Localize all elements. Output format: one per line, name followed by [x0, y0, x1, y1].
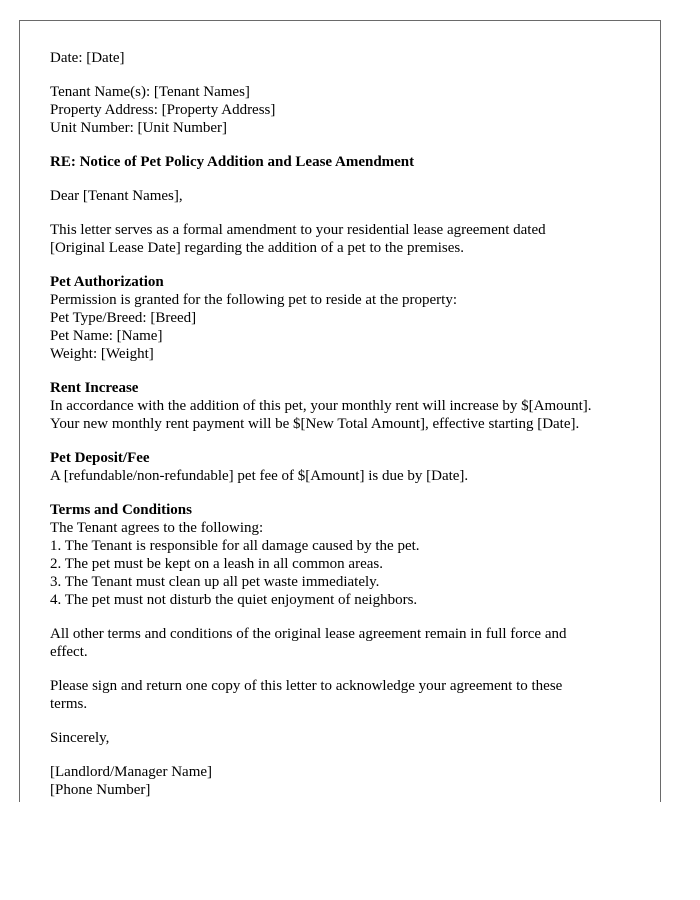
- pet-deposit-heading: Pet Deposit/Fee: [50, 450, 150, 466]
- tenant-names-line: Tenant Name(s): [Tenant Names]: [50, 84, 250, 100]
- intro-line-1: This letter serves as a formal amendment to your residential lease agreement dated: [50, 222, 546, 238]
- salutation: Dear [Tenant Names],: [50, 188, 183, 204]
- subject-line: RE: Notice of Pet Policy Addition and Lease Amendment: [50, 154, 415, 170]
- pet-name-line: Pet Name: [Name]: [50, 328, 163, 344]
- salutation-block: [50, 187, 640, 205]
- unit-number-line: Unit Number: [Unit Number]: [50, 120, 228, 136]
- terms-heading: Terms and Conditions: [50, 502, 192, 518]
- terms-item: 3. The Tenant must clean up all pet waste immediately.: [50, 574, 380, 590]
- signature-block: [50, 763, 640, 799]
- rent-increase-heading: Rent Increase: [50, 380, 139, 396]
- date-line: Date: [Date]: [50, 50, 125, 66]
- pet-authorization-heading: Pet Authorization: [50, 274, 164, 290]
- rent-increase-line-2: Your new monthly rent payment will be $[New Total Amount], effective starting [Date].: [50, 416, 580, 432]
- signature-name: [Landlord/Manager Name]: [50, 764, 213, 780]
- pet-authorization-section: [50, 273, 640, 363]
- terms-item: 1. The Tenant is responsible for all damage caused by the pet.: [50, 538, 420, 554]
- sign-return-paragraph: [50, 677, 640, 713]
- signature-phone: [Phone Number]: [50, 782, 151, 798]
- date-block: [50, 49, 640, 67]
- sign-return-line-2: terms.: [50, 696, 88, 712]
- tenant-info-block: [50, 83, 640, 137]
- sign-return-line-1: Please sign and return one copy of this letter to acknowledge your agreement to these: [50, 678, 563, 694]
- pet-deposit-line: A [refundable/non-refundable] pet fee of $[Amount] is due by [Date].: [50, 468, 469, 484]
- terms-item: 2. The pet must be kept on a leash in all common areas.: [50, 556, 383, 572]
- other-terms-line-1: All other terms and conditions of the original lease agreement remain in full force and: [50, 626, 567, 642]
- intro-paragraph: [50, 221, 640, 257]
- other-terms-paragraph: [50, 625, 640, 661]
- letter-page: [19, 20, 661, 802]
- pet-authorization-line: Permission is granted for the following pet to reside at the property:: [50, 292, 457, 308]
- letter-body: [50, 49, 640, 802]
- closing-block: [50, 729, 640, 747]
- rent-increase-line-1: In accordance with the addition of this pet, your monthly rent will increase by $[Amount].: [50, 398, 592, 414]
- terms-section: [50, 501, 640, 609]
- other-terms-line-2: effect.: [50, 644, 88, 660]
- subject-block: [50, 153, 640, 171]
- terms-item: 4. The pet must not disturb the quiet enjoyment of neighbors.: [50, 592, 418, 608]
- property-address-line: Property Address: [Property Address]: [50, 102, 276, 118]
- pet-weight-line: Weight: [Weight]: [50, 346, 154, 362]
- rent-increase-section: [50, 379, 640, 433]
- closing: Sincerely,: [50, 730, 110, 746]
- pet-deposit-section: [50, 449, 640, 485]
- pet-type-line: Pet Type/Breed: [Breed]: [50, 310, 197, 326]
- terms-intro: The Tenant agrees to the following:: [50, 520, 264, 536]
- intro-line-2: [Original Lease Date] regarding the addition of a pet to the premises.: [50, 240, 465, 256]
